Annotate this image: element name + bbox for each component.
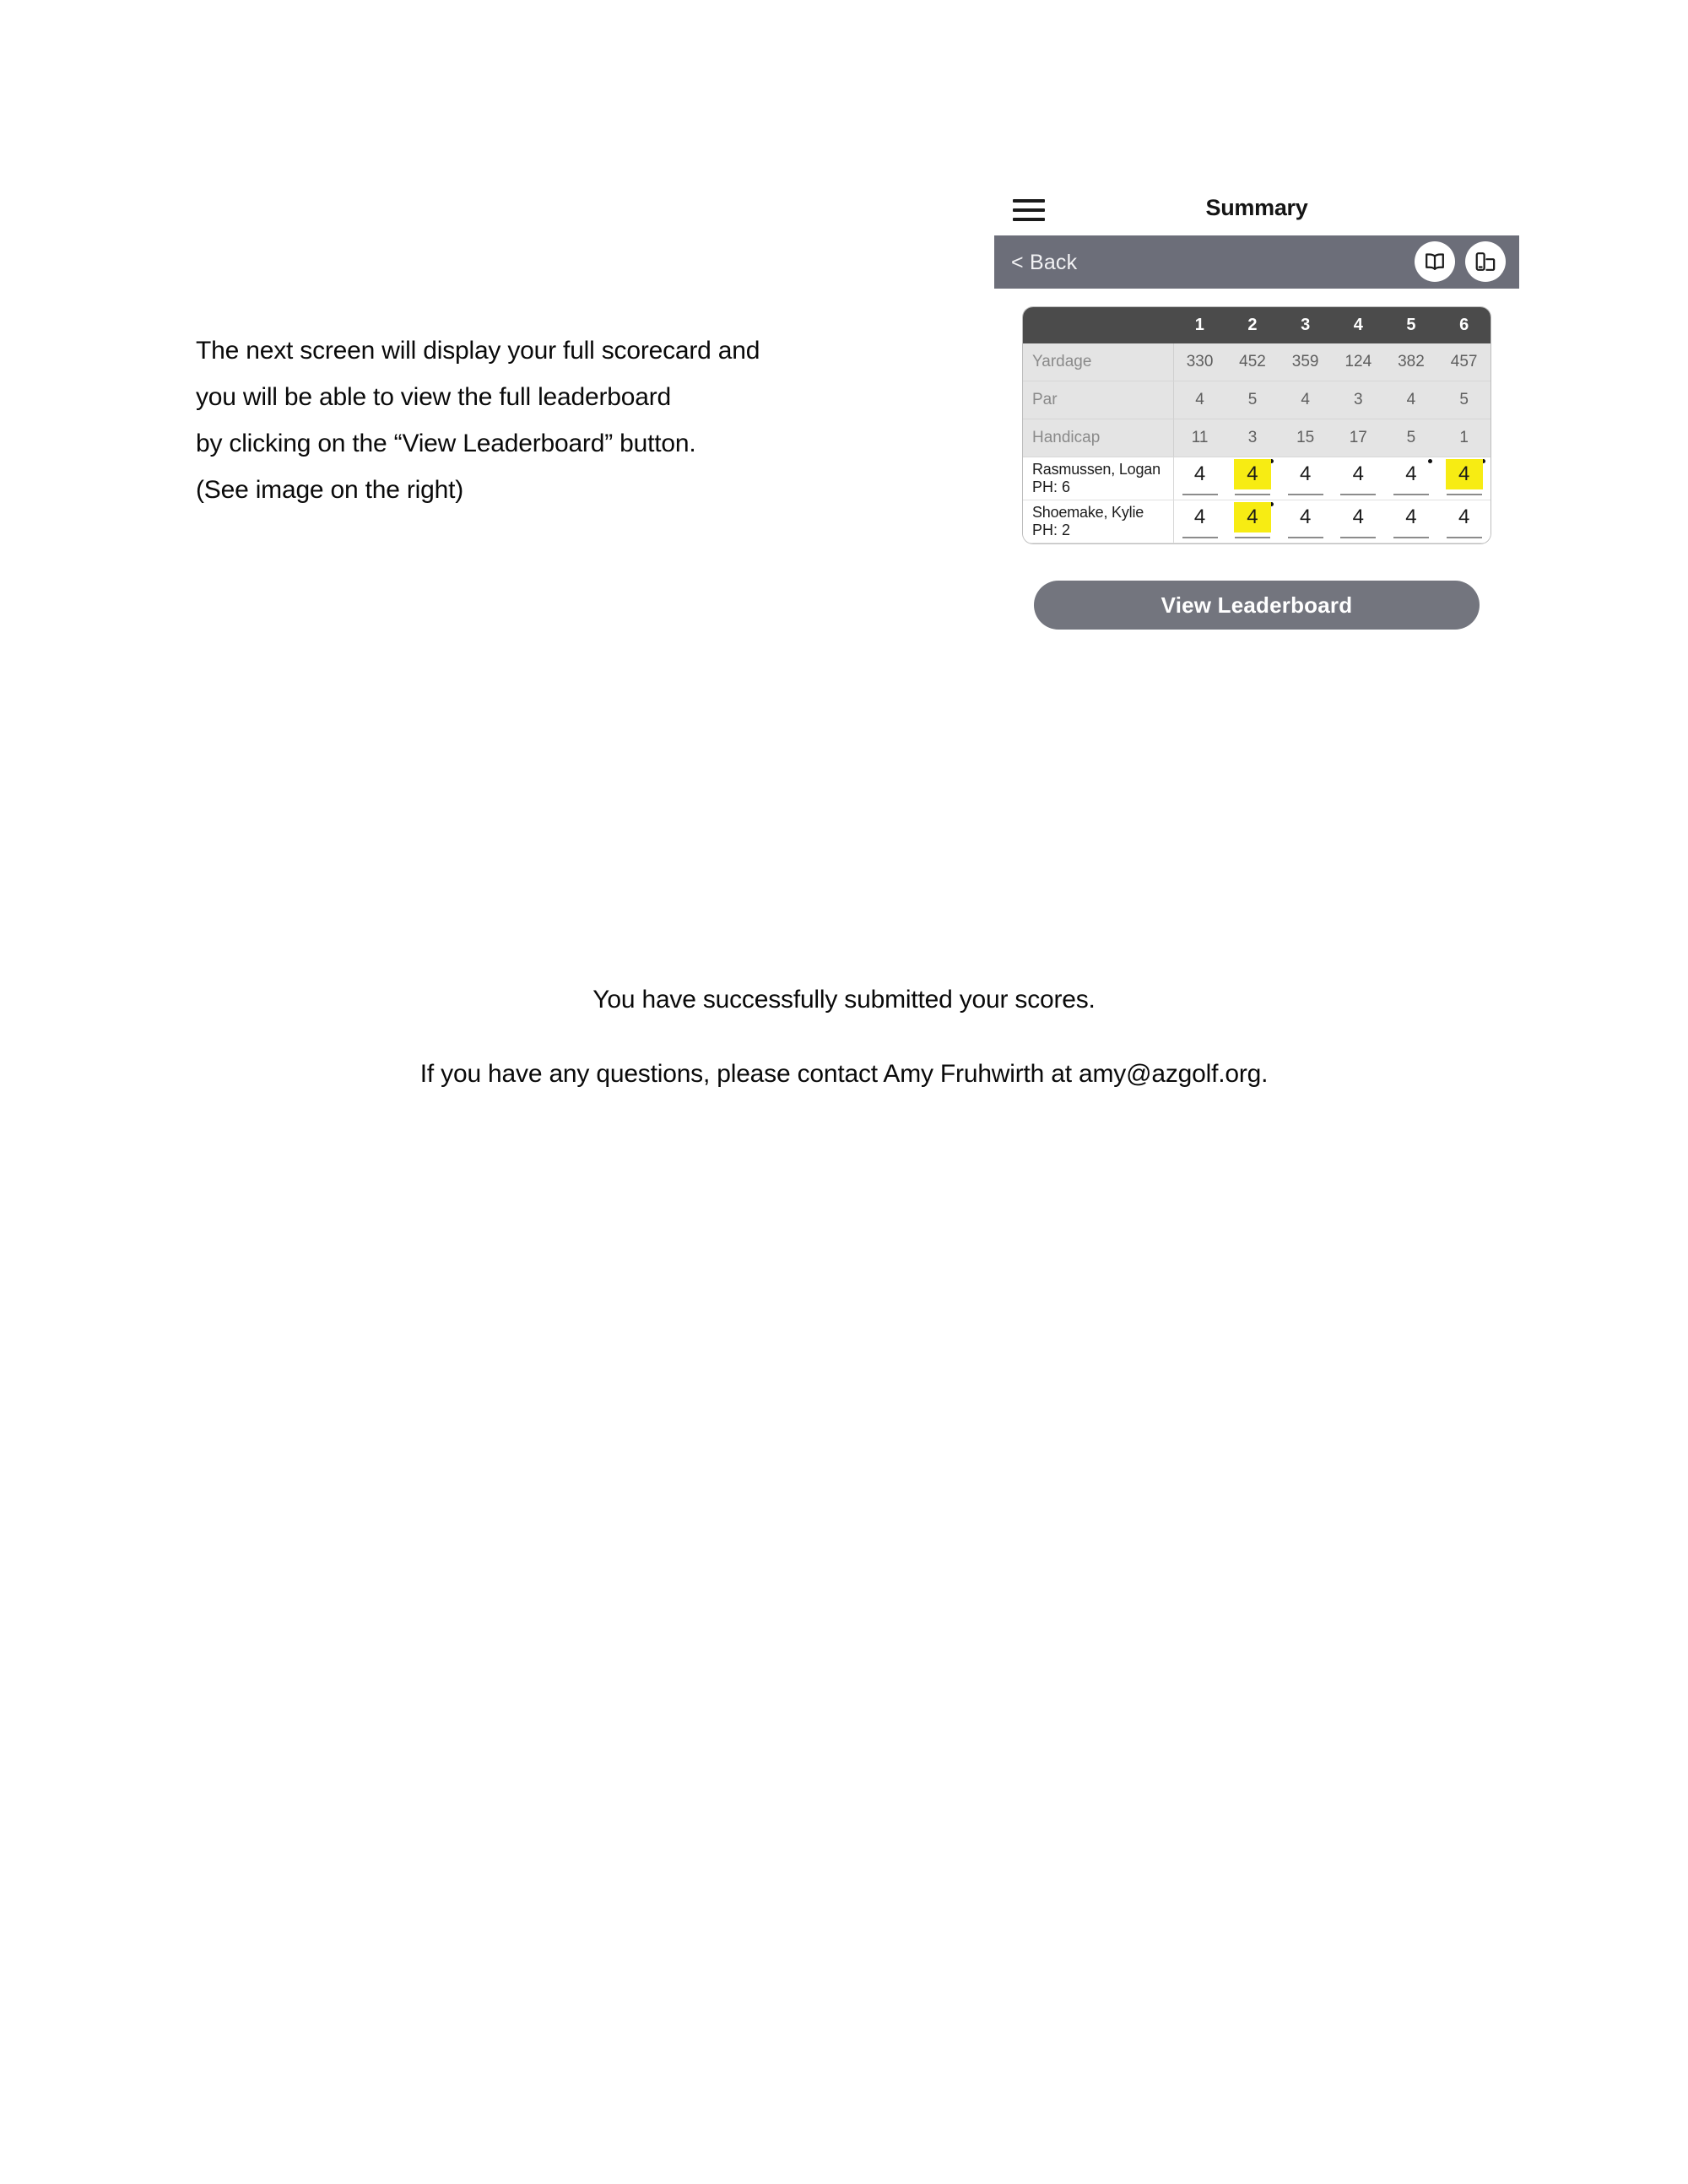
score-cell-p2-h1[interactable] <box>1173 500 1226 543</box>
app-title-bar <box>994 187 1519 235</box>
yardage-hole-4: 124 <box>1332 343 1385 381</box>
scorecard-corner-cell <box>1023 307 1173 343</box>
score-underline <box>1393 494 1429 495</box>
success-message: You have successfully submitted your scores. <box>592 986 1096 1014</box>
yardage-hole-3: 359 <box>1279 343 1332 381</box>
score-value: 4 <box>1352 462 1364 485</box>
score-value: 4 <box>1234 502 1271 532</box>
score-cell-p2-h2[interactable] <box>1226 500 1280 543</box>
score-underline <box>1182 537 1218 538</box>
instructions-block <box>196 327 930 513</box>
score-value: 4 <box>1299 462 1312 485</box>
par-hole-1: 4 <box>1173 381 1226 419</box>
player-playing-handicap: PH: 6 <box>1032 478 1071 495</box>
par-hole-6: 5 <box>1437 381 1491 419</box>
score-underline <box>1447 494 1482 495</box>
score-entry[interactable] <box>1442 502 1487 541</box>
handicap-hole-2: 3 <box>1226 419 1280 457</box>
table-row <box>1023 381 1491 419</box>
score-value: 4 <box>1405 462 1417 485</box>
hole-header-6: 6 <box>1437 307 1491 343</box>
score-underline <box>1288 537 1323 538</box>
score-entry[interactable] <box>1283 502 1328 541</box>
score-entry[interactable] <box>1177 502 1223 541</box>
table-row <box>1023 419 1491 457</box>
score-entry[interactable] <box>1283 459 1328 498</box>
table-row <box>1023 343 1491 381</box>
hole-header-5: 5 <box>1385 307 1438 343</box>
score-cell-p2-h4[interactable] <box>1332 500 1385 543</box>
player-label-1 <box>1023 457 1173 500</box>
score-cell-p1-h5[interactable] <box>1385 457 1438 500</box>
score-entry[interactable] <box>1388 502 1434 541</box>
sub-navigation-bar <box>994 235 1519 289</box>
score-value: 4 <box>1352 505 1364 528</box>
player-name: Rasmussen, Logan <box>1032 461 1160 478</box>
hole-header-2: 2 <box>1226 307 1280 343</box>
handicap-hole-1: 11 <box>1173 419 1226 457</box>
score-value: 4 <box>1446 459 1483 489</box>
scorecard-table <box>1023 307 1491 543</box>
par-hole-3: 4 <box>1279 381 1332 419</box>
yardage-hole-1: 330 <box>1173 343 1226 381</box>
instructions-line-1: The next screen will display your full scorecard and <box>196 337 760 365</box>
scorecard-panel <box>1023 307 1491 543</box>
row-label-yardage: Yardage <box>1023 343 1173 381</box>
score-value: 4 <box>1405 505 1417 528</box>
contact-message: If you have any questions, please contact Amy Fruhwirth at amy@azgolf.org. <box>419 1060 1269 1088</box>
par-hole-2: 5 <box>1226 381 1280 419</box>
closing-messages <box>0 986 1688 1089</box>
subbar-icon-group <box>1415 241 1506 282</box>
score-underline <box>1235 494 1270 495</box>
yardage-hole-2: 452 <box>1226 343 1280 381</box>
score-underline <box>1235 537 1270 538</box>
player-name: Shoemake, Kylie <box>1032 504 1144 521</box>
score-cell-p1-h2[interactable] <box>1226 457 1280 500</box>
score-underline <box>1182 494 1218 495</box>
score-entry[interactable] <box>1442 459 1487 498</box>
yardage-hole-5: 382 <box>1385 343 1438 381</box>
player-playing-handicap: PH: 2 <box>1032 522 1071 538</box>
book-icon[interactable] <box>1415 241 1455 282</box>
yardage-hole-6: 457 <box>1437 343 1491 381</box>
score-entry[interactable] <box>1230 459 1275 498</box>
score-value: 4 <box>1299 505 1312 528</box>
mockup-spacer <box>994 289 1519 307</box>
row-label-par: Par <box>1023 381 1173 419</box>
par-hole-4: 3 <box>1332 381 1385 419</box>
score-underline <box>1288 494 1323 495</box>
handicap-hole-4: 17 <box>1332 419 1385 457</box>
instructions-line-3: by clicking on the “View Leaderboard” button. <box>196 430 696 457</box>
page-title: Summary <box>1205 195 1308 220</box>
score-underline <box>1393 537 1429 538</box>
score-cell-p1-h1[interactable] <box>1173 457 1226 500</box>
app-screenshot-mockup <box>994 187 1519 630</box>
score-entry[interactable] <box>1335 502 1381 541</box>
player-label-2 <box>1023 500 1173 543</box>
score-underline <box>1447 537 1482 538</box>
hole-header-1: 1 <box>1173 307 1226 343</box>
score-cell-p1-h3[interactable] <box>1279 457 1332 500</box>
handicap-hole-5: 5 <box>1385 419 1438 457</box>
score-value: 4 <box>1458 505 1470 528</box>
scorecard-header-row <box>1023 307 1491 343</box>
instructions-line-4: (See image on the right) <box>196 476 464 504</box>
score-cell-p2-h3[interactable] <box>1279 500 1332 543</box>
score-underline <box>1340 537 1376 538</box>
device-rotate-icon[interactable] <box>1465 241 1506 282</box>
score-value: 4 <box>1193 505 1206 528</box>
score-entry[interactable] <box>1335 459 1381 498</box>
hole-header-4: 4 <box>1332 307 1385 343</box>
back-button[interactable]: < Back <box>1011 251 1078 274</box>
score-cell-p1-h6[interactable] <box>1437 457 1491 500</box>
score-entry[interactable] <box>1230 502 1275 541</box>
score-cell-p2-h6[interactable] <box>1437 500 1491 543</box>
instructions-line-2: you will be able to view the full leaderboard <box>196 383 672 411</box>
score-underline <box>1340 494 1376 495</box>
score-cell-p2-h5[interactable] <box>1385 500 1438 543</box>
handicap-hole-3: 15 <box>1279 419 1332 457</box>
hole-header-3: 3 <box>1279 307 1332 343</box>
row-label-handicap: Handicap <box>1023 419 1173 457</box>
score-value: 4 <box>1193 462 1206 485</box>
score-value: 4 <box>1234 459 1271 489</box>
score-entry[interactable] <box>1388 459 1434 498</box>
score-cell-p1-h4[interactable] <box>1332 457 1385 500</box>
table-row <box>1023 457 1491 500</box>
handicap-hole-6: 1 <box>1437 419 1491 457</box>
par-hole-5: 4 <box>1385 381 1438 419</box>
view-leaderboard-button[interactable]: View Leaderboard <box>1034 581 1480 630</box>
table-row <box>1023 500 1491 543</box>
score-entry[interactable] <box>1177 459 1223 498</box>
scorecard-body <box>1023 343 1491 543</box>
